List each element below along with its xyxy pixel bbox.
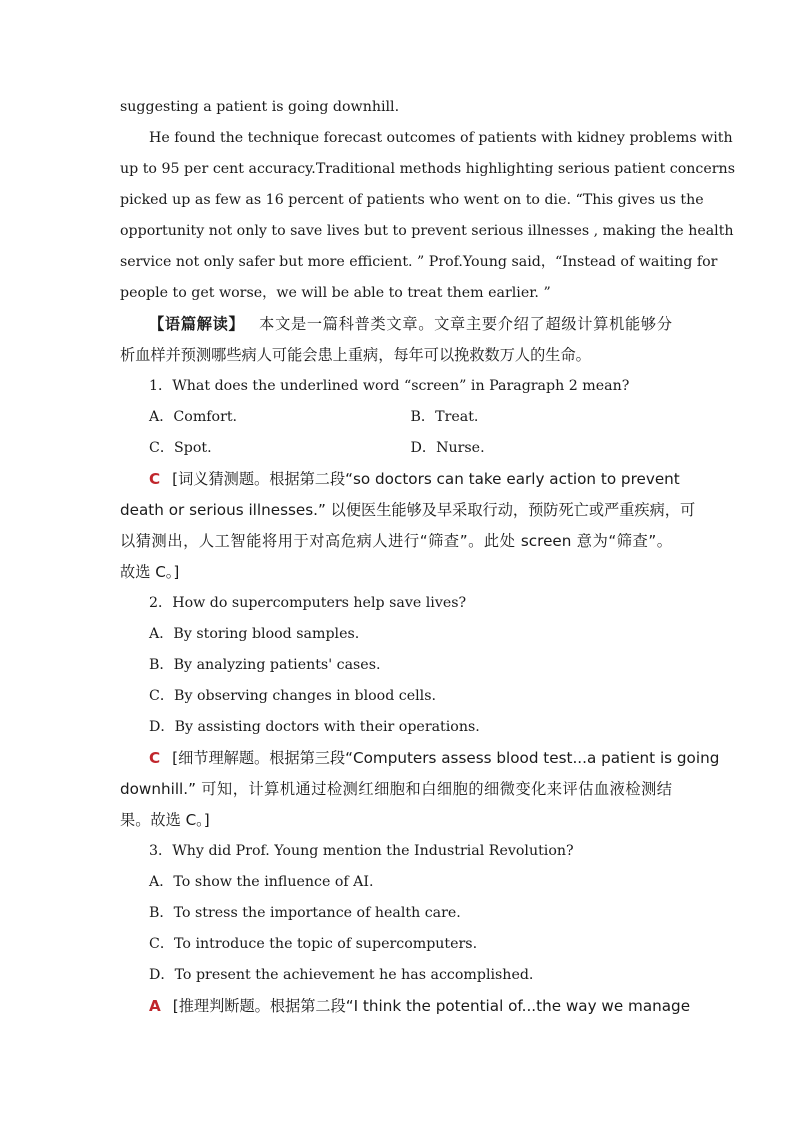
paragraph-line: He found the technique forecast outcomes of patients with kidney problems with (149, 130, 733, 146)
option-c: C．To introduce the topic of supercomputers. (149, 936, 478, 952)
option-a: A．To show the influence of AI. (149, 874, 374, 890)
document-page (120, 92, 735, 1022)
option-b: B．To stress the importance of health care. (149, 905, 461, 921)
option-a: A．By storing blood samples. (149, 626, 360, 642)
paragraph-line: people to get worse，we will be able to treat them earlier. ” (120, 285, 551, 301)
explanation-line: downhill.” 可知，计算机通过检测红细胞和白细胞的细微变化来评估血液检测结 (120, 780, 672, 798)
explanation-line: 故选 C。] (120, 563, 180, 581)
answer-mark: C (149, 470, 161, 488)
option-d: D．Nurse. (410, 440, 485, 456)
question-1 (120, 371, 696, 588)
explanation-text: [细节理解题。根据第三段“Computers assess blood test...a patient is going (172, 749, 720, 767)
option-d: D．By assisting doctors with their operations. (149, 719, 480, 735)
option-d: D．To present the achievement he has accomplished. (149, 967, 534, 983)
article-paragraph (120, 123, 735, 309)
paragraph-line: up to 95 per cent accuracy.Traditional methods highlighting serious patient concerns (120, 161, 735, 177)
explanation-line: 果。故选 C。] (120, 811, 210, 829)
summary-line: 析血样并预测哪些病人可能会患上重病，每年可以挽救数万人的生命。 (120, 346, 591, 364)
explanation-text: [词义猜测题。根据第二段“so doctors can take early action to prevent (172, 470, 680, 488)
question-2 (120, 588, 720, 836)
option-row (120, 433, 672, 464)
summary-text: 本文是一篇科普类文章。文章主要介绍了超级计算机能够分 (258, 315, 672, 333)
summary-tag: 【语篇解读】 (149, 315, 245, 333)
question-stem: 1．What does the underlined word “screen” in Paragraph 2 mean? (149, 378, 630, 394)
explanation-line: death or serious illnesses.” 以便医生能够及早采取行动，预防死亡或严重疾病，可 (120, 501, 696, 519)
option-b: B．By analyzing patients' cases. (149, 657, 381, 673)
paragraph-line: service not only safer but more efficient. ” Prof.Young said，“Instead of waiting for (120, 254, 718, 270)
summary-section (120, 309, 672, 371)
intro-line: suggesting a patient is going downhill. (120, 99, 400, 115)
answer-mark: A (149, 997, 161, 1015)
option-c: C．By observing changes in blood cells. (149, 688, 436, 704)
explanation-line: 以猜测出，人工智能将用于对高危病人进行“筛查”。此处 screen 意为“筛查”。 (120, 532, 672, 550)
explanation-text: [推理判断题。根据第二段“I think the potential of...the way we manage (172, 997, 691, 1015)
question-stem: 2．How do supercomputers help save lives? (149, 595, 467, 611)
option-c: C．Spot. (149, 440, 212, 456)
summary-line (120, 309, 672, 340)
paragraph-line: picked up as few as 16 percent of patients who went on to die. “This gives us the (120, 192, 704, 208)
explanation-line (120, 464, 680, 495)
option-a: A．Comfort. (149, 409, 238, 425)
option-row (120, 402, 672, 433)
explanation-line (120, 743, 720, 774)
paragraph-line: opportunity not only to save lives but to prevent serious illnesses , making the health (120, 223, 734, 239)
answer-mark: C (149, 749, 161, 767)
option-b: B．Treat. (410, 409, 479, 425)
explanation-line (120, 991, 691, 1022)
question-stem: 3．Why did Prof. Young mention the Industrial Revolution? (149, 843, 574, 859)
question-3 (120, 836, 691, 1022)
